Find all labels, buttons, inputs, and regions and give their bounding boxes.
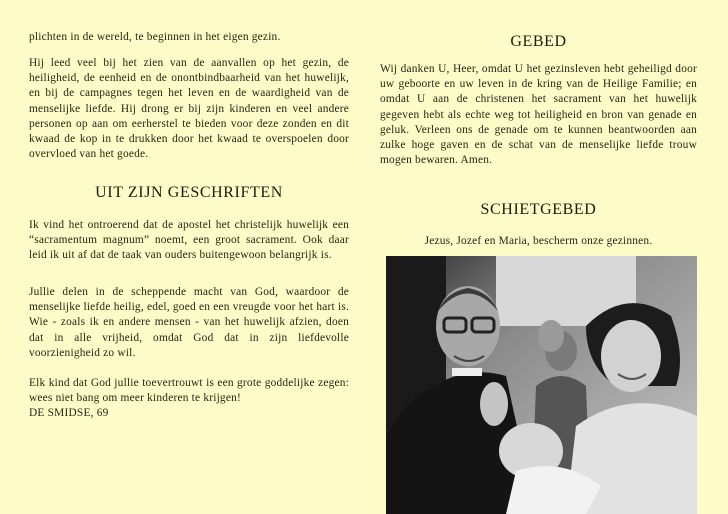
prayer-text: Wij danken U, Heer, omdat U het gezinsleven hebt geheiligd door uw geboorte en uw leven in de kring van de Heilige Familie; en omdat U aan de christenen het sacrament van het huwelijk gegeven hebt als echte weg tot heiligheid en bron van genade en geluk. Verleen ons de genade om te kunnen beantwoorden aan zulke hoge gaven en de schat van de menselijke liefde trouw mogen bewaren. Amen.	[380, 63, 697, 167]
paragraph-creative-power: Jullie delen in de scheppende macht van God, waardoor de menselijke liefde heilig, edel, goed en een vreugde voor het hart is. Wie - zoals ik en andere mensen - van het huwelijk afzien, doen dat in alle vrijheid, omdat God dat in zijn liefdevolle voorzienigheid zo wil.	[29, 286, 349, 359]
short-prayer-text: Jezus, Jozef en Maria, bescherm onze gezinnen.	[424, 235, 653, 247]
source-citation: DE SMIDSE, 69	[29, 407, 109, 420]
photo-illustration	[386, 256, 697, 514]
paragraph-children	[29, 376, 349, 422]
paragraph-continuation: plichten in de wereld, te beginnen in het eigen gezin.	[29, 31, 281, 43]
photo-priest-blessing-baby	[386, 256, 697, 514]
paragraph-suffering: Hij leed veel bij het zien van de aanvallen op het gezin, de heiligheid, de eenheid en de onontbindbaarheid van het huwelijk, en bij de campagnes tegen het leven en de waardigheid van de menselijke liefde. Hij drong er bij zijn kinderen en veel andere personen op aan om eerherstel te bieden voor deze zonden en dit kwaad de kop in te drukken door het kwaad te overspoelen door overvloed van het goede.	[29, 57, 349, 161]
paragraph-sacrament: Ik vind het ontroerend dat de apostel het christelijk huwelijk een “sacramentum magnum” noemt, een groot sacrament. Ook daar leid ik uit af dat de taak van ouders buitengewoon belangrijk is.	[29, 219, 349, 262]
paragraph-children-text: Elk kind dat God jullie toevertrouwt is een grote goddelijke zegen: wees niet bang om meer kinderen te krijgen!	[29, 377, 349, 405]
heading-writings: UIT ZIJN GESCHRIFTEN	[95, 184, 283, 201]
heading-short-prayer: SCHIETGEBED	[480, 201, 597, 218]
heading-prayer: GEBED	[510, 33, 567, 50]
